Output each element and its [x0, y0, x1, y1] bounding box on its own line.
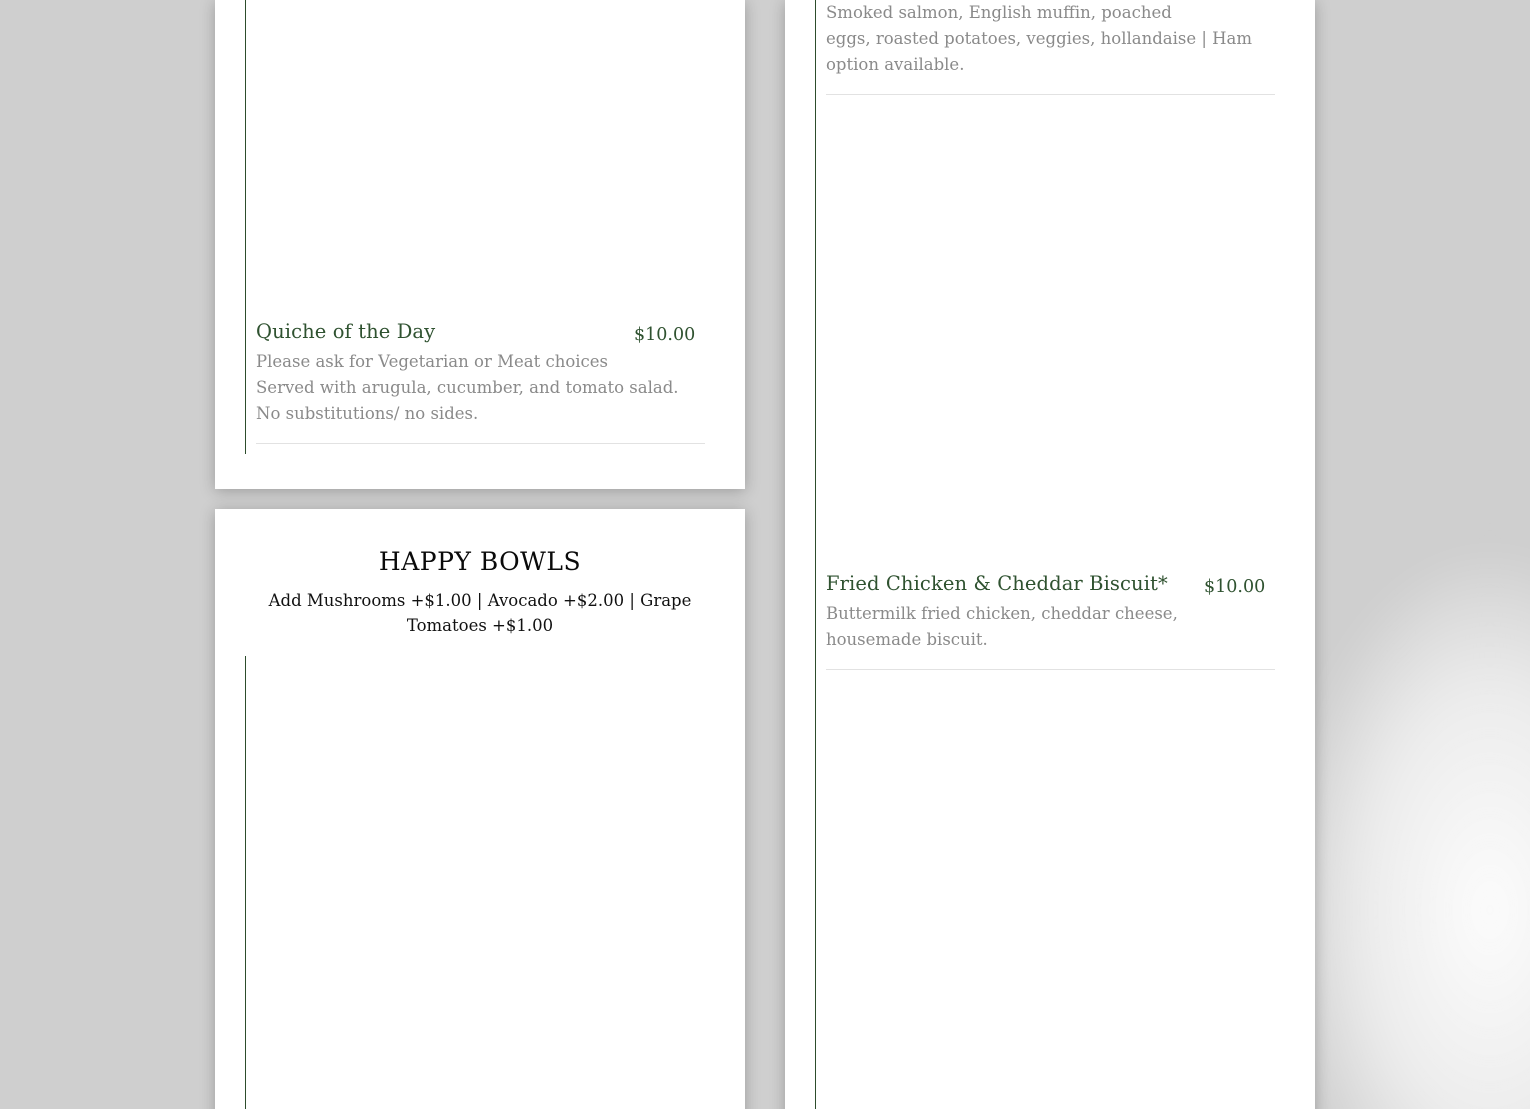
menu-item-description [826, 0, 1252, 78]
menu-item-name[interactable]: Fried Chicken & Cheddar Biscuit* [826, 572, 1168, 595]
menu-item-price: $10.00 [634, 325, 696, 345]
menu-card-happy-bowls [215, 509, 745, 1109]
subtitle-line: Tomatoes +$1.00 [406, 616, 554, 635]
accent-line [245, 656, 246, 1109]
background-glow [1290, 560, 1530, 1109]
menu-item-description [256, 349, 679, 427]
description-line: eggs, roasted potatoes, veggies, hollandaise | Ham [826, 29, 1253, 48]
menu-item-description [826, 601, 1178, 653]
menu-item-price: $10.00 [1204, 577, 1266, 597]
description-line: option available. [826, 55, 965, 74]
menu-item-name[interactable]: Quiche of the Day [256, 320, 436, 343]
description-line: Served with arugula, cucumber, and tomato salad. [256, 378, 679, 397]
item-divider [256, 443, 705, 444]
description-line: Smoked salmon, English muffin, poached [826, 3, 1172, 22]
section-title: HAPPY BOWLS [378, 547, 582, 576]
description-line: Buttermilk fried chicken, cheddar cheese, [826, 604, 1178, 623]
item-divider [826, 669, 1275, 670]
accent-line [815, 0, 816, 1109]
subtitle-line: Add Mushrooms +$1.00 | Avocado +$2.00 | Grape [268, 591, 692, 610]
menu-card-left-top [215, 0, 745, 489]
description-line: No substitutions/ no sides. [256, 404, 479, 423]
description-line: housemade biscuit. [826, 630, 988, 649]
section-subtitle [215, 588, 745, 638]
description-line: Please ask for Vegetarian or Meat choices [256, 352, 609, 371]
item-divider [826, 94, 1275, 95]
menu-card-right [785, 0, 1315, 1109]
accent-line [245, 0, 246, 454]
